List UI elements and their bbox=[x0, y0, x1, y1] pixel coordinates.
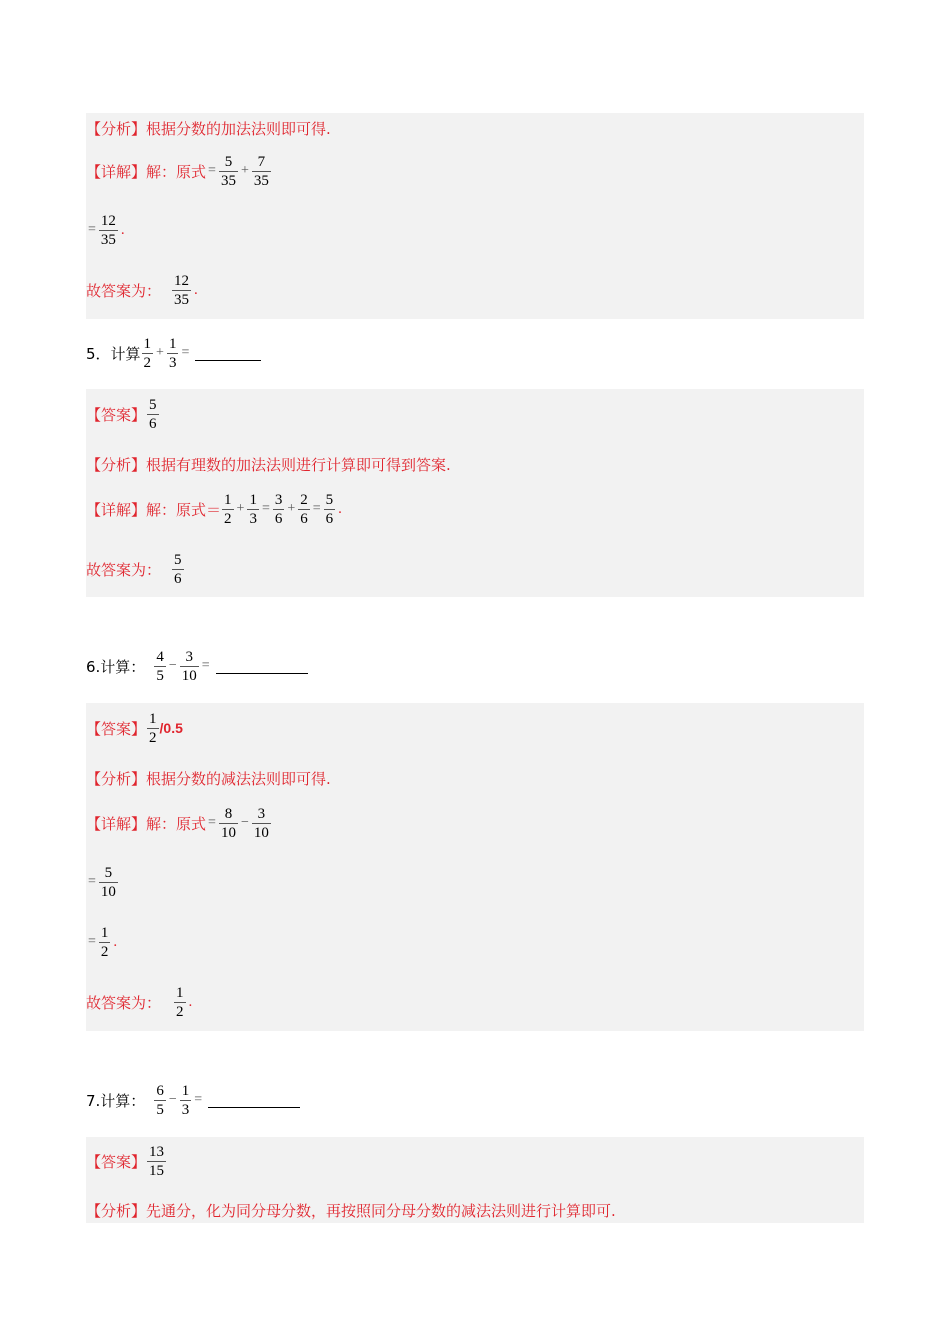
answer-blank bbox=[208, 1093, 300, 1108]
fraction: $\frac{13}{15}$ bbox=[149, 1143, 165, 1179]
period: . bbox=[113, 933, 118, 950]
question-prefix: 6.计算： bbox=[86, 657, 146, 676]
fraction: $\frac{5}{6}$ bbox=[174, 551, 182, 587]
answer-alt: /0.5 bbox=[159, 720, 183, 736]
minus-sign: − bbox=[168, 658, 177, 673]
final-line-6 bbox=[86, 982, 192, 1022]
equals-sign: = bbox=[88, 222, 96, 237]
period: . bbox=[338, 500, 342, 517]
analysis-line-5 bbox=[86, 454, 451, 474]
fraction: $\frac{5}{6}$ bbox=[149, 396, 157, 432]
detail-line-4 bbox=[86, 151, 272, 191]
detail-text: 解：原式＝ bbox=[146, 500, 222, 519]
fraction: $\frac{3}{6}$ bbox=[274, 491, 283, 527]
plus-sign: + bbox=[236, 501, 245, 516]
answer-line-5 bbox=[86, 394, 160, 434]
fraction: $\frac{2}{6}$ bbox=[300, 491, 308, 527]
question-6 bbox=[86, 646, 308, 686]
fraction: $\frac{1}{2}$ bbox=[143, 335, 152, 371]
fraction: $\frac{7}{35}$ bbox=[253, 153, 269, 189]
minus-sign: − bbox=[168, 1092, 177, 1107]
equals-sign: = bbox=[208, 815, 216, 830]
detail-line-5 bbox=[86, 489, 342, 529]
answer-blank bbox=[195, 346, 261, 361]
fraction: $\frac{4}{5}$ bbox=[156, 648, 164, 684]
answer-label: 【答案】 bbox=[86, 719, 147, 738]
period: . bbox=[120, 221, 125, 238]
fraction: $\frac{12}{35}$ bbox=[174, 272, 190, 308]
period: . bbox=[188, 993, 193, 1010]
fraction: $\frac{12}{35}$ bbox=[100, 212, 116, 248]
detail-line-6 bbox=[86, 803, 272, 843]
detail-label: 【详解】 bbox=[86, 500, 147, 519]
plus-sign: + bbox=[240, 163, 249, 178]
fraction: $\frac{1}{3}$ bbox=[181, 1082, 190, 1118]
answer-line-6 bbox=[86, 708, 183, 748]
minus-sign: − bbox=[240, 815, 249, 830]
result-line-6a bbox=[86, 862, 119, 902]
detail-label: 【详解】 bbox=[86, 814, 147, 833]
final-label: 故答案为： bbox=[86, 560, 162, 579]
fraction: $\frac{5}{10}$ bbox=[100, 864, 116, 900]
fraction: $\frac{1}{2}$ bbox=[100, 924, 109, 960]
equals-sign: = bbox=[88, 874, 96, 889]
fraction: $\frac{1}{2}$ bbox=[224, 491, 232, 527]
answer-line-7 bbox=[86, 1141, 167, 1181]
answer-label: 【答案】 bbox=[86, 405, 147, 424]
fraction: $\frac{1}{3}$ bbox=[168, 335, 177, 371]
result-line-4 bbox=[86, 210, 125, 250]
final-line-5 bbox=[86, 549, 185, 589]
answer-blank bbox=[216, 659, 308, 674]
final-label: 故答案为： bbox=[86, 281, 162, 300]
question-5 bbox=[86, 333, 261, 373]
equals-sign: = bbox=[88, 934, 96, 949]
analysis-label: 【分析】 bbox=[86, 1201, 147, 1220]
question-7 bbox=[86, 1080, 300, 1120]
fraction: $\frac{5}{35}$ bbox=[220, 153, 236, 189]
detail-text: 解：原式 bbox=[146, 162, 207, 181]
solution-box-4 bbox=[86, 113, 864, 319]
equals-sign: = bbox=[208, 163, 216, 178]
answer-label: 【答案】 bbox=[86, 1152, 147, 1171]
fraction: $\frac{1}{2}$ bbox=[176, 984, 184, 1020]
plus-sign: + bbox=[156, 345, 164, 360]
analysis-text: 根据有理数的加法法则进行计算即可得到答案. bbox=[146, 455, 451, 474]
question-prefix: 7.计算： bbox=[86, 1091, 146, 1110]
equals-sign: = bbox=[312, 501, 321, 516]
fraction: $\frac{5}{6}$ bbox=[325, 491, 334, 527]
equals-sign: = bbox=[181, 345, 190, 360]
solution-box-6 bbox=[86, 703, 864, 1031]
fraction: $\frac{1}{2}$ bbox=[149, 710, 157, 746]
analysis-label: 【分析】 bbox=[86, 119, 147, 138]
fraction: $\frac{1}{3}$ bbox=[249, 491, 257, 527]
fraction: $\frac{8}{10}$ bbox=[220, 805, 236, 841]
analysis-line-7 bbox=[86, 1200, 616, 1220]
analysis-text: 根据分数的加法法则即可得. bbox=[146, 119, 331, 138]
period: . bbox=[194, 281, 198, 298]
detail-label: 【详解】 bbox=[86, 162, 147, 181]
fraction: $\frac{3}{10}$ bbox=[181, 648, 197, 684]
analysis-text: 先通分，化为同分母分数，再按照同分母分数的减法法则进行计算即可. bbox=[146, 1201, 616, 1220]
result-line-6b bbox=[86, 922, 117, 962]
plus-sign: + bbox=[287, 501, 296, 516]
final-label: 故答案为： bbox=[86, 993, 162, 1012]
analysis-text: 根据分数的减法法则即可得. bbox=[146, 769, 331, 788]
fraction: $\frac{3}{10}$ bbox=[253, 805, 269, 841]
question-prefix: 5．计算 bbox=[86, 344, 141, 363]
final-line-4 bbox=[86, 270, 198, 310]
analysis-line-6 bbox=[86, 768, 331, 788]
analysis-label: 【分析】 bbox=[86, 769, 147, 788]
fraction: $\frac{6}{5}$ bbox=[156, 1082, 164, 1118]
analysis-label: 【分析】 bbox=[86, 455, 147, 474]
equals-sign: = bbox=[194, 1092, 203, 1107]
equals-sign: = bbox=[261, 501, 270, 516]
equals-sign: = bbox=[201, 658, 210, 673]
detail-text: 解：原式 bbox=[146, 814, 207, 833]
analysis-line-4 bbox=[86, 118, 331, 138]
